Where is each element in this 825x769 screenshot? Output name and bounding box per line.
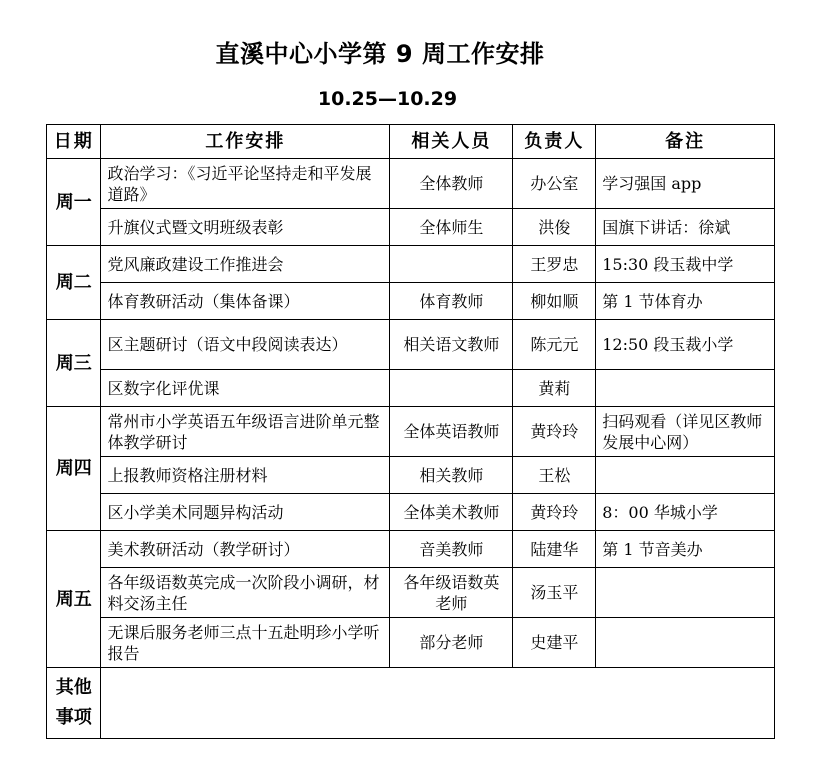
table-row [47,320,775,370]
task-cell: 各年级语数英完成一次阶段小调研，材料交汤主任 [101,568,390,618]
note-cell [596,568,775,618]
document-title: 直溪中心小学第 9 周工作安排 [215,40,545,68]
note-cell: 国旗下讲话：徐斌 [596,209,775,246]
task-cell: 党风廉政建设工作推进会 [101,246,390,283]
note-cell: 学习强国 app [596,159,775,209]
other-matters-row [47,668,775,739]
table-row [47,283,775,320]
resp-cell: 黄莉 [513,370,596,407]
schedule-table [46,124,775,739]
note-cell [596,370,775,407]
resp-cell: 陆建华 [513,531,596,568]
note-cell: 第 1 节音美办 [596,531,775,568]
note-cell [596,457,775,494]
header-row [47,125,775,159]
task-cell: 区小学美术同题异构活动 [101,494,390,531]
day-thursday: 周四 [47,407,101,531]
people-cell [390,246,513,283]
task-cell: 美术教研活动（教学研讨） [101,531,390,568]
task-cell: 上报教师资格注册材料 [101,457,390,494]
table-row [47,246,775,283]
header-day: 日期 [47,125,101,159]
table-row [47,494,775,531]
note-cell: 扫码观看（详见区教师发展中心网） [596,407,775,457]
people-cell: 全体教师 [390,159,513,209]
people-cell: 相关语文教师 [390,320,513,370]
people-cell: 音美教师 [390,531,513,568]
other-matters-label [47,668,101,739]
table-row [47,457,775,494]
table-row [47,618,775,668]
note-cell: 第 1 节体育办 [596,283,775,320]
other-matters-label-line1: 其他 [55,677,92,698]
resp-cell: 史建平 [513,618,596,668]
header-task: 工作安排 [101,125,390,159]
resp-cell: 汤玉平 [513,568,596,618]
people-cell: 全体师生 [390,209,513,246]
task-cell: 体育教研活动（集体备课） [101,283,390,320]
table-row [47,407,775,457]
note-cell [596,618,775,668]
task-cell: 无课后服务老师三点十五赴明珍小学听报告 [101,618,390,668]
task-cell: 升旗仪式暨文明班级表彰 [101,209,390,246]
header-resp: 负责人 [513,125,596,159]
day-tuesday: 周二 [47,246,101,320]
people-cell: 各年级语数英老师 [390,568,513,618]
task-cell: 区主题研讨（语文中段阅读表达） [101,320,390,370]
people-cell: 全体美术教师 [390,494,513,531]
table-row [47,159,775,209]
other-matters-content [101,668,775,739]
task-cell: 常州市小学英语五年级语言进阶单元整体教学研讨 [101,407,390,457]
day-friday: 周五 [47,531,101,668]
header-note: 备注 [596,125,775,159]
header-people: 相关人员 [390,125,513,159]
resp-cell: 王松 [513,457,596,494]
resp-cell: 黄玲玲 [513,407,596,457]
resp-cell: 洪俊 [513,209,596,246]
note-cell: 12:50 段玉裁小学 [596,320,775,370]
resp-cell: 王罗忠 [513,246,596,283]
table-row [47,370,775,407]
people-cell: 相关教师 [390,457,513,494]
task-cell: 政治学习：《习近平论坚持走和平发展道路》 [101,159,390,209]
people-cell: 全体英语教师 [390,407,513,457]
note-cell: 8：00 华城小学 [596,494,775,531]
note-cell: 15:30 段玉裁中学 [596,246,775,283]
day-monday: 周一 [47,159,101,246]
resp-cell: 黄玲玲 [513,494,596,531]
table-row [47,568,775,618]
date-range: 10.25—10.29 [317,88,458,110]
table-row [47,531,775,568]
resp-cell: 柳如顺 [513,283,596,320]
people-cell [390,370,513,407]
people-cell: 部分老师 [390,618,513,668]
resp-cell: 办公室 [513,159,596,209]
task-cell: 区数字化评优课 [101,370,390,407]
table-row [47,209,775,246]
day-wednesday: 周三 [47,320,101,407]
people-cell: 体育教师 [390,283,513,320]
resp-cell: 陈元元 [513,320,596,370]
other-matters-label-line2: 事项 [55,707,92,728]
